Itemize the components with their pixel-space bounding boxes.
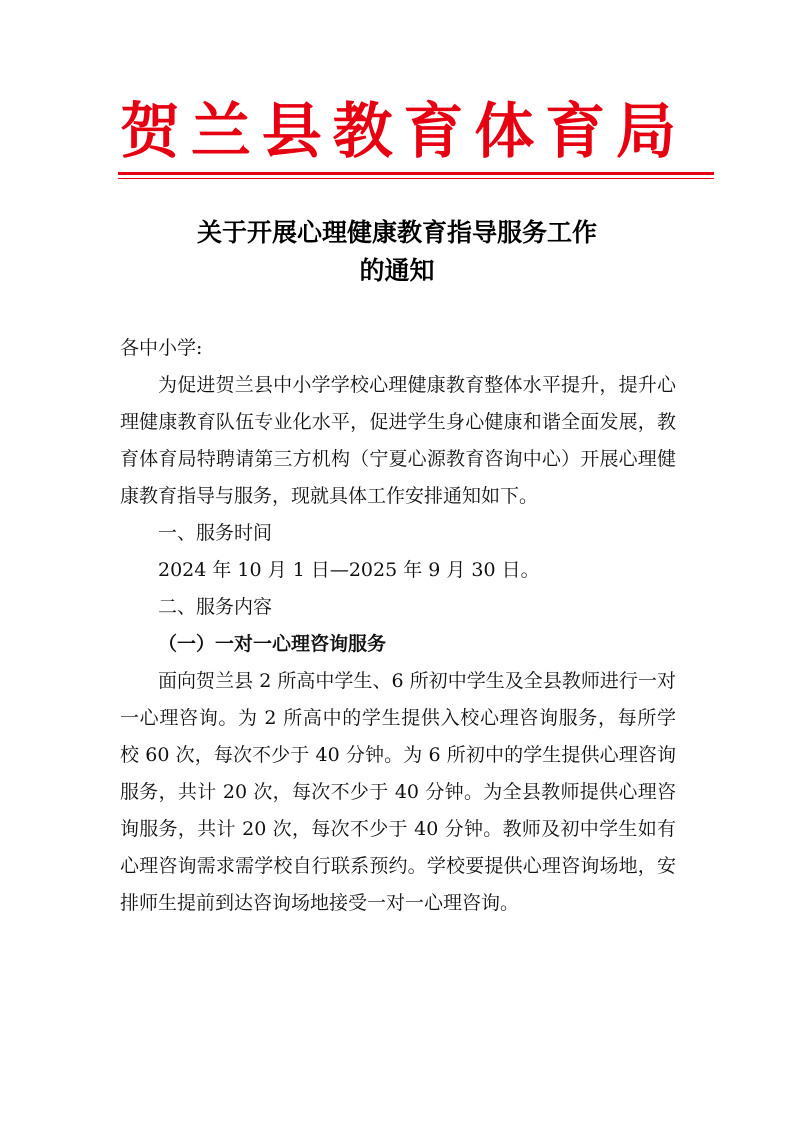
- notice-title: [100, 214, 694, 290]
- intro-paragraph: 为促进贺兰县中小学学校心理健康教育整体水平提升，提升心理健康教育队伍专业化水平，促进学生身心健康和谐全面发展，教育体育局特聘请第三方机构（宁夏心源教育咨询中心）开展心理健康教育指导与服务，现就具体工作安排通知如下。: [120, 374, 676, 507]
- salutation: 各中小学:: [120, 337, 203, 359]
- notice-title-line2: 的通知: [359, 256, 435, 285]
- masthead-title: 贺兰县教育体育局: [120, 97, 676, 167]
- section2-sub1-text: 面向贺兰县 2 所高中学生、6 所初中学生及全县教师进行一对一心理咨询。为 2 所高中的学生提供入校心理咨询服务，每所学校 60 次，每次不少于 40 分钟。为 6 所初中的学生提供心理咨询服务，共计 20 次，每次不少于 40 分钟。为全县教师提供心理咨询服务，共计 20 次，每次不少于 40 分钟。教师及初中学生如有心理咨询需求需学校自行联系预约。学校要提供心理咨询场地，安排师生提前到达咨询场地接受一对一心理咨询。: [120, 670, 676, 914]
- notice-body: [120, 330, 676, 922]
- section1-text: 2024 年 10 月 1 日—2025 年 9 月 30 日。: [158, 559, 540, 581]
- masthead-rule-thin: [118, 178, 714, 179]
- section2-heading: 二、服务内容: [158, 596, 273, 618]
- notice-title-line1: 关于开展心理健康教育指导服务工作: [196, 218, 597, 247]
- section1-heading: 一、服务时间: [158, 522, 273, 544]
- masthead-rule-thick: [118, 172, 714, 175]
- section2-sub1-heading: （一）一对一心理咨询服务: [158, 633, 387, 655]
